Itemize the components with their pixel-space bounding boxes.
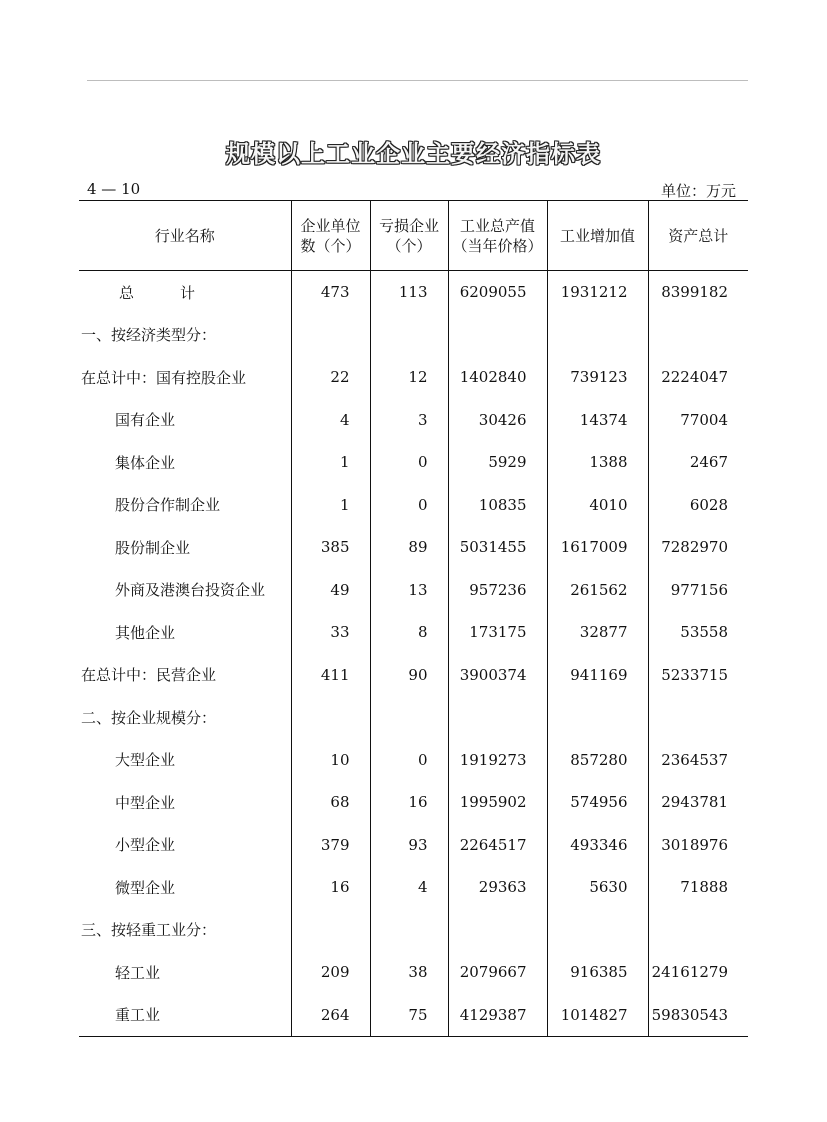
top-rule — [87, 80, 748, 81]
cell-output-value: 5929 — [448, 441, 547, 484]
table-row — [79, 441, 748, 484]
header-text: 资产总计 — [668, 226, 729, 245]
cell-loss-enterprises: 16 — [370, 781, 448, 824]
cell-output-value: 29363 — [448, 866, 547, 909]
cell-output-value — [448, 314, 547, 357]
cell-total-assets: 77004 — [648, 399, 748, 442]
cell-output-value: 30426 — [448, 399, 547, 442]
cell-output-value: 173175 — [448, 611, 547, 654]
col-header-enterprises — [291, 201, 370, 271]
header-text: 亏损企业 — [378, 216, 439, 235]
cell-enterprises — [291, 696, 370, 739]
cell-total-assets — [648, 909, 748, 952]
col-header-loss-enterprises — [370, 201, 448, 271]
cell-enterprises: 264 — [291, 994, 370, 1037]
total-label-first: 总 — [119, 283, 135, 302]
cell-loss-enterprises — [370, 696, 448, 739]
cell-value-added: 14374 — [547, 399, 648, 442]
table-row — [79, 994, 748, 1037]
cell-value-added — [547, 909, 648, 952]
row-label: 轻工业 — [115, 963, 161, 982]
row-label: 中型企业 — [115, 793, 176, 812]
col-header-total-assets — [648, 201, 748, 271]
cell-total-assets: 53558 — [648, 611, 748, 654]
row-label: 重工业 — [79, 994, 291, 1037]
cell-loss-enterprises: 89 — [370, 526, 448, 569]
row-label: 其他企业 — [115, 623, 176, 642]
row-label: 三、按轻重工业分： — [81, 921, 217, 940]
cell-value-added: 1388 — [547, 441, 648, 484]
cell-output-value: 2264517 — [448, 824, 547, 867]
cell-total-assets: 71888 — [648, 866, 748, 909]
page-title: 规模以上工业企业主要经济指标表 — [226, 139, 601, 168]
cell-output-value — [448, 696, 547, 739]
cell-enterprises: 473 — [291, 271, 370, 314]
cell-enterprises: 33 — [291, 611, 370, 654]
row-label: 国有企业 — [115, 411, 176, 430]
cell-output-value: 1995902 — [448, 781, 547, 824]
cell-loss-enterprises: 8 — [370, 611, 448, 654]
cell-value-added: 1931212 — [547, 271, 648, 314]
table-row — [79, 951, 748, 994]
row-label: 小型企业 — [115, 836, 176, 855]
header-text: 企业单位 — [300, 216, 361, 235]
col-header-value-added — [547, 201, 648, 271]
cell-total-assets: 2364537 — [648, 739, 748, 782]
cell-total-assets: 3018976 — [648, 824, 748, 867]
cell-value-added — [547, 314, 648, 357]
indicator-table — [79, 200, 748, 1037]
table-row — [79, 781, 748, 824]
table-row — [79, 569, 748, 612]
row-label: 一、按经济类型分： — [81, 326, 217, 345]
row-label: 股份制企业 — [115, 538, 191, 557]
cell-total-assets: 977156 — [648, 569, 748, 612]
cell-output-value — [448, 909, 547, 952]
row-label: 外商及港澳台投资企业 — [115, 581, 266, 600]
cell-output-value: 5031455 — [448, 526, 547, 569]
table-number: 4 — 10 — [87, 180, 141, 198]
row-label: 大型企业 — [115, 751, 176, 770]
cell-value-added: 574956 — [547, 781, 648, 824]
table-row — [79, 399, 748, 442]
cell-output-value: 4129387 — [448, 994, 547, 1037]
cell-enterprises: 68 — [291, 781, 370, 824]
cell-value-added: 857280 — [547, 739, 648, 782]
header-text: 工业增加值 — [559, 226, 635, 245]
cell-loss-enterprises: 113 — [370, 271, 448, 314]
cell-enterprises: 379 — [291, 824, 370, 867]
cell-enterprises — [291, 314, 370, 357]
cell-output-value: 1402840 — [448, 356, 547, 399]
cell-total-assets: 59830543 — [648, 994, 748, 1037]
table-row — [79, 611, 748, 654]
cell-enterprises: 1 — [291, 484, 370, 527]
col-header-output-value — [448, 201, 547, 271]
cell-loss-enterprises: 93 — [370, 824, 448, 867]
cell-total-assets: 6028 — [648, 484, 748, 527]
cell-enterprises — [291, 909, 370, 952]
cell-loss-enterprises: 12 — [370, 356, 448, 399]
cell-value-added — [547, 696, 648, 739]
cell-loss-enterprises: 38 — [370, 951, 448, 994]
table-row — [79, 526, 748, 569]
cell-loss-enterprises: 75 — [370, 994, 448, 1037]
table-row — [79, 739, 748, 782]
cell-value-added: 5630 — [547, 866, 648, 909]
header-text: 数（个） — [300, 236, 361, 255]
table-row — [79, 484, 748, 527]
total-row — [79, 271, 748, 314]
row-label: 在总计中：民营企业 — [81, 666, 217, 685]
cell-enterprises: 22 — [291, 356, 370, 399]
cell-value-added: 493346 — [547, 824, 648, 867]
cell-total-assets: 2943781 — [648, 781, 748, 824]
cell-total-assets — [648, 314, 748, 357]
cell-loss-enterprises: 90 — [370, 654, 448, 697]
header-text: （当年价格） — [452, 236, 543, 255]
row-label: 二、按企业规模分： — [81, 708, 217, 727]
cell-output-value: 3900374 — [448, 654, 547, 697]
header-text: 工业总产值 — [459, 216, 535, 235]
cell-output-value: 2079667 — [448, 951, 547, 994]
cell-total-assets: 24161279 — [648, 951, 748, 994]
cell-value-added: 4010 — [547, 484, 648, 527]
cell-value-added: 261562 — [547, 569, 648, 612]
header-text: 行业名称 — [154, 226, 215, 245]
table-row — [79, 696, 748, 739]
col-header-industry — [79, 201, 291, 271]
row-label — [79, 271, 291, 314]
cell-output-value: 10835 — [448, 484, 547, 527]
cell-value-added: 739123 — [547, 356, 648, 399]
row-label: 微型企业 — [115, 878, 176, 897]
cell-enterprises: 4 — [291, 399, 370, 442]
cell-value-added: 32877 — [547, 611, 648, 654]
table-row — [79, 866, 748, 909]
row-label: 在总计中：国有控股企业 — [81, 368, 247, 387]
table-row — [79, 314, 748, 357]
total-label-second: 计 — [180, 283, 196, 302]
cell-value-added: 916385 — [547, 951, 648, 994]
cell-loss-enterprises: 3 — [370, 399, 448, 442]
cell-output-value: 1919273 — [448, 739, 547, 782]
header-text: （个） — [386, 236, 432, 255]
cell-total-assets: 8399182 — [648, 271, 748, 314]
cell-value-added: 941169 — [547, 654, 648, 697]
cell-output-value: 6209055 — [448, 271, 547, 314]
row-label: 集体企业 — [115, 453, 176, 472]
cell-loss-enterprises: 0 — [370, 441, 448, 484]
cell-enterprises: 1 — [291, 441, 370, 484]
cell-total-assets — [648, 696, 748, 739]
cell-enterprises: 16 — [291, 866, 370, 909]
table-row — [79, 909, 748, 952]
table-header-row — [79, 201, 748, 271]
cell-loss-enterprises: 13 — [370, 569, 448, 612]
cell-loss-enterprises: 0 — [370, 484, 448, 527]
cell-loss-enterprises — [370, 314, 448, 357]
row-label: 股份合作制企业 — [115, 496, 221, 515]
cell-enterprises: 209 — [291, 951, 370, 994]
cell-enterprises: 10 — [291, 739, 370, 782]
cell-value-added: 1617009 — [547, 526, 648, 569]
table-row — [79, 654, 748, 697]
cell-enterprises: 49 — [291, 569, 370, 612]
unit-label: 单位：万元 — [660, 182, 736, 200]
cell-loss-enterprises — [370, 909, 448, 952]
cell-total-assets: 2467 — [648, 441, 748, 484]
table-row — [79, 824, 748, 867]
cell-total-assets: 2224047 — [648, 356, 748, 399]
table-row — [79, 356, 748, 399]
cell-total-assets: 5233715 — [648, 654, 748, 697]
cell-output-value: 957236 — [448, 569, 547, 612]
cell-loss-enterprises: 4 — [370, 866, 448, 909]
cell-value-added: 1014827 — [547, 994, 648, 1037]
cell-total-assets: 7282970 — [648, 526, 748, 569]
cell-enterprises: 411 — [291, 654, 370, 697]
cell-enterprises: 385 — [291, 526, 370, 569]
cell-loss-enterprises: 0 — [370, 739, 448, 782]
